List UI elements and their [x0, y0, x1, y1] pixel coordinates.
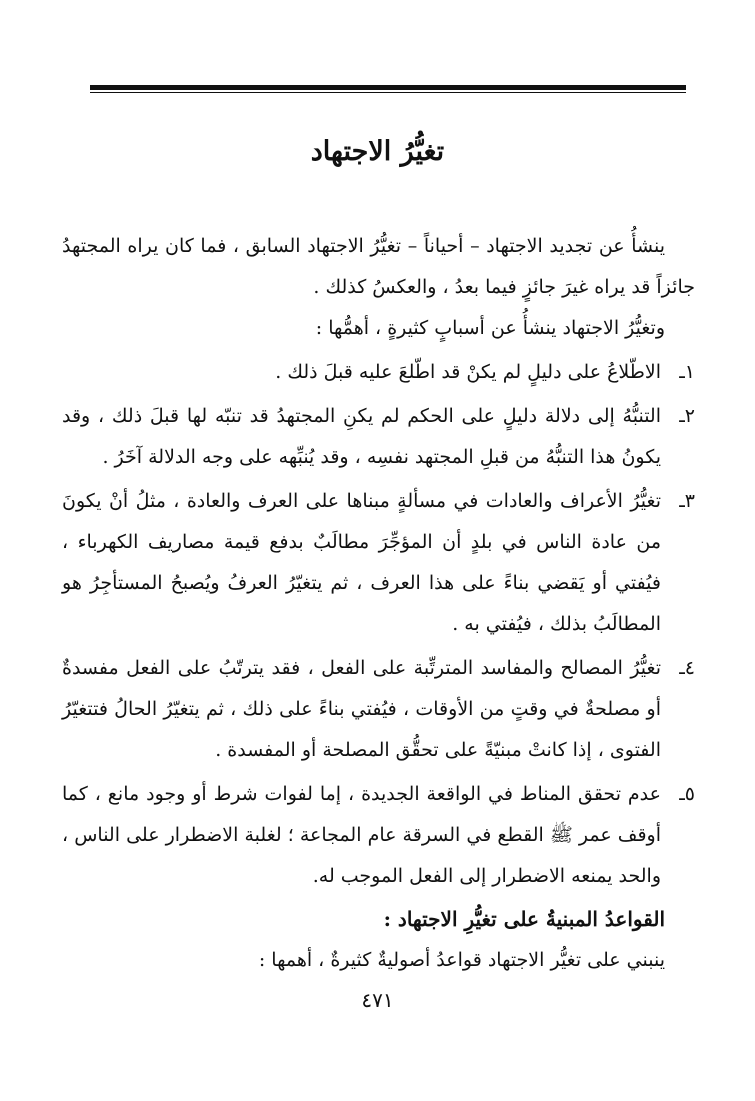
list-item — [62, 396, 695, 478]
list-item-number: ٤ـ — [679, 657, 695, 679]
causes-intro-paragraph: وتغيُّرُ الاجتهاد ينشأُ عن أسبابٍ كثيرةٍ ، أهمُّها : — [315, 317, 665, 339]
list-item — [62, 352, 695, 393]
header-rule — [90, 85, 686, 90]
intro-paragraph: ينشأُ عن تجديد الاجتهاد – أحياناً – تغيُّرُ الاجتهاد السابق ، فما كان يراه المجتهدُ جائزاً قد يراه غيرَ جائزٍ فيما بعدُ ، والعكسُ كذلك . — [62, 235, 695, 298]
list-item — [62, 774, 695, 897]
section-title: تغيُّرُ الاجتهاد — [310, 136, 445, 167]
subheading: القواعدُ المبنيةُ على تغيُّرِ الاجتهاد : — [383, 907, 665, 931]
body-text — [62, 226, 695, 981]
list-item-text: تغيُّرُ المصالح والمفاسد المترتِّبة على الفعل ، فقد يترتّبُ على الفعل مفسدةٌ أو مصلحةٌ في وقتٍ من الأوقات ، فيُفتي بناءً على ذلك ، ثم يتغيّرُ الحالُ فتتغيّرُ الفتوى ، إذا كانتْ مبنيّةً على تحقُّق المصلحة أو المفسدة . — [62, 657, 661, 761]
rules-intro-paragraph: ينبني على تغيُّر الاجتهاد قواعدُ أصوليةٌ كثيرةٌ ، أهمها : — [258, 949, 665, 971]
list-item-text: الاطّلاعُ على دليلٍ لم يكنْ قد اطّلعَ عليه قبلَ ذلك . — [275, 361, 661, 383]
list-item — [62, 648, 695, 771]
page-number: ٤٧١ — [361, 988, 394, 1012]
list-item-text: تغيُّرُ الأعراف والعادات في مسألةٍ مبناها على العرف والعادة ، مثلُ أنْ يكونَ من عادة الناس في بلدٍ أن المؤجِّرَ مطالَبٌ بدفع قيمة مصاريف الكهرباء ، فيُفتي أو يَقضي بناءً على هذا العرف ، ثم يتغيّرُ العرفُ ويُصبحُ المستأجِرُ هو المطالَبُ بذلك ، فيُفتي به . — [62, 490, 661, 635]
list-item-text: التنبُّهُ إلى دلالة دليلٍ على الحكم لم يكنِ المجتهدُ قد تنبّه لها قبلَ ذلك ، وقد يكونُ هذا التنبُّهُ من قبلِ المجتهد نفسِه ، وقد يُنبِّهه على وجه الدلالة آخَرُ . — [62, 405, 661, 468]
list-item — [62, 481, 695, 645]
list-item-number: ٣ـ — [679, 490, 695, 512]
list-item-number: ١ـ — [679, 361, 695, 383]
list-item-text: عدم تحقق المناط في الواقعة الجديدة ، إما لفوات شرط أو وجود مانع ، كما أوقف عمر ﷺ القطع في السرقة عام المجاعة ؛ لغلبة الاضطرار على الناس ، والحد يمنعه الاضطرار إلى الفعل الموجب له. — [62, 783, 661, 887]
list-item-number: ٢ـ — [679, 405, 695, 427]
list-item-number: ٥ـ — [679, 783, 695, 805]
header-rule-thin — [90, 92, 686, 93]
